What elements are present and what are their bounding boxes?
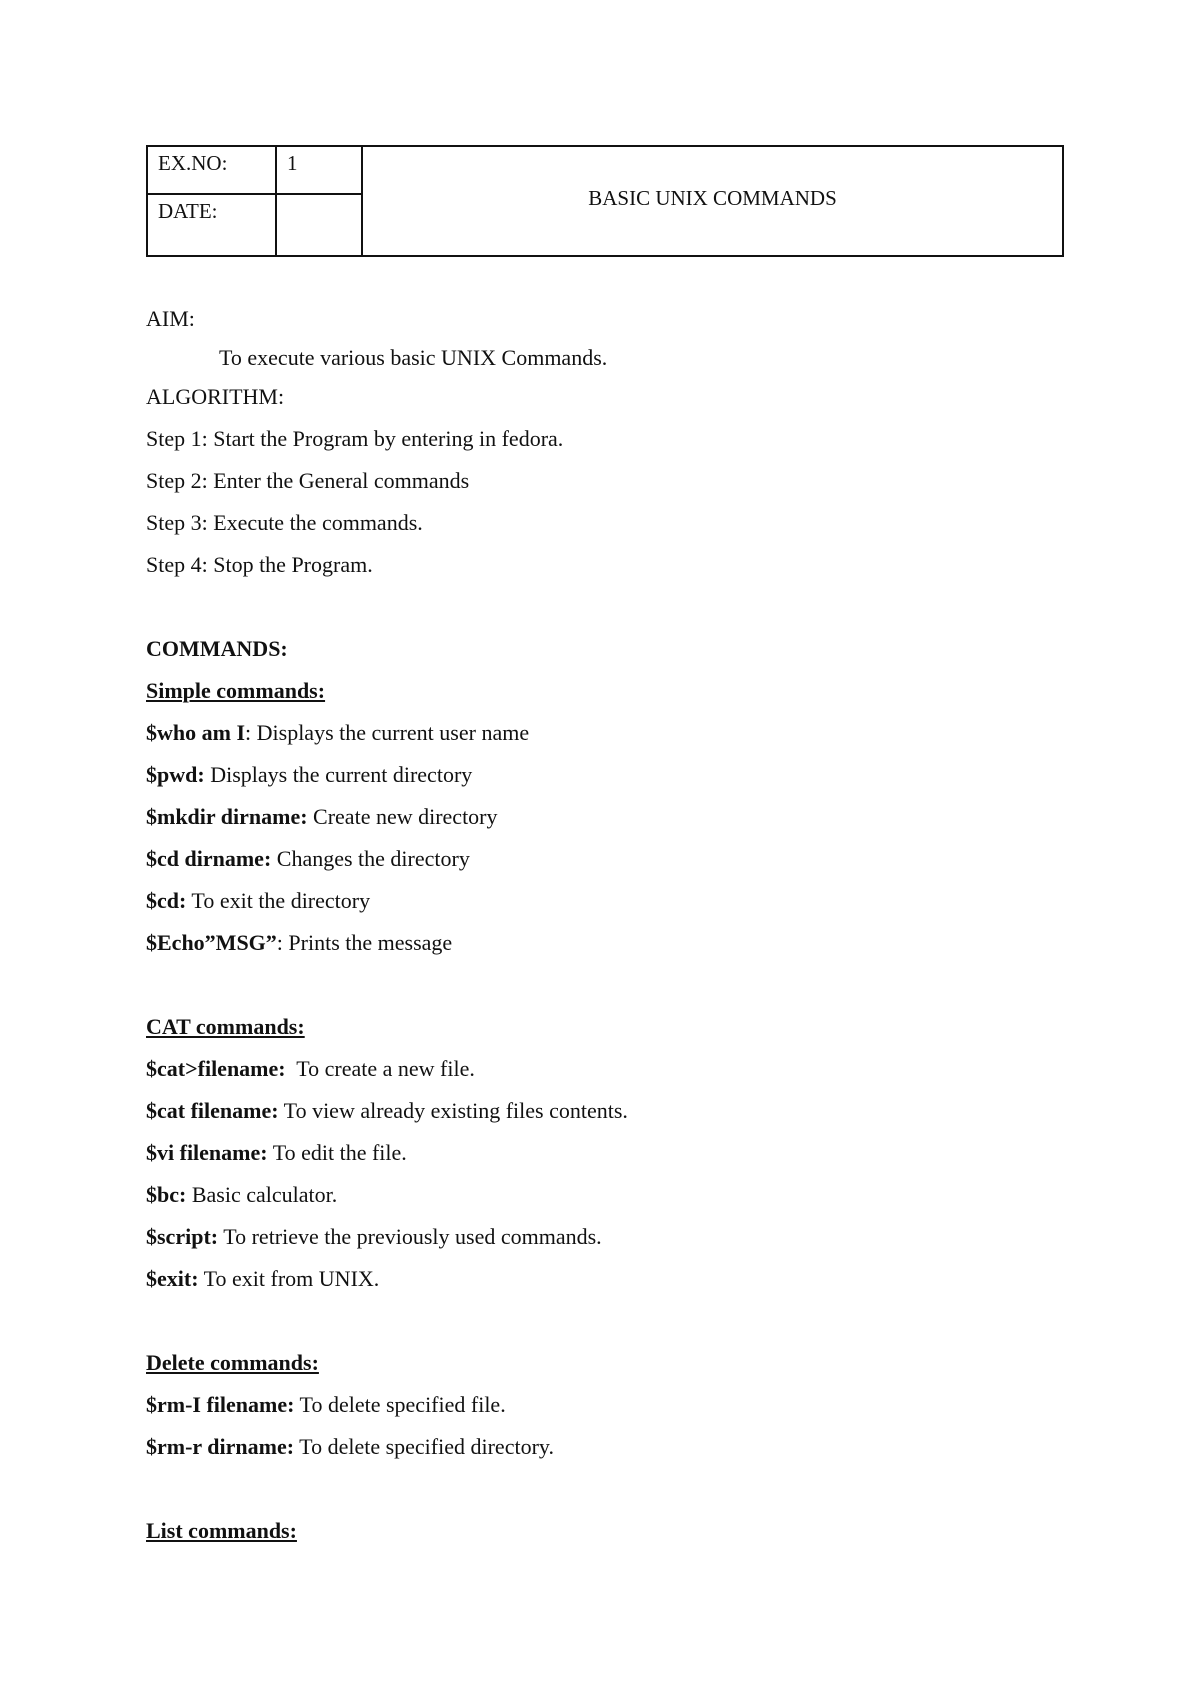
- command-item: [146, 1098, 628, 1124]
- command-description: Basic calculator.: [186, 1182, 338, 1207]
- command-description: To view already existing files contents.: [278, 1098, 628, 1123]
- command-name: $cd:: [146, 888, 187, 913]
- cat-commands-heading: CAT commands:: [146, 1014, 305, 1039]
- command-item: [146, 888, 370, 914]
- algorithm-step: Step 1: Start the Program by entering in fedora.: [146, 426, 564, 451]
- date-label: DATE:: [147, 194, 276, 256]
- command-name: $script:: [146, 1224, 219, 1249]
- command-description: To delete specified file.: [294, 1392, 506, 1417]
- simple-commands-heading: Simple commands:: [146, 678, 326, 703]
- command-item: [146, 804, 498, 830]
- algorithm-step: Step 4: Stop the Program.: [146, 552, 373, 577]
- command-description: To create a new file.: [285, 1056, 475, 1081]
- command-item: [146, 1140, 407, 1166]
- aim-heading: AIM:: [146, 306, 195, 331]
- command-description: : Prints the message: [276, 930, 453, 955]
- command-description: To retrieve the previously used commands.: [218, 1224, 602, 1249]
- command-description: : Displays the current user name: [245, 720, 530, 745]
- command-name: $Echo”MSG”: [146, 930, 277, 955]
- command-item: [146, 846, 470, 872]
- command-item: [146, 1182, 337, 1208]
- command-item: [146, 720, 529, 746]
- command-item: [146, 1434, 554, 1460]
- page-title: BASIC UNIX COMMANDS: [588, 185, 837, 210]
- header-table: [146, 145, 1064, 257]
- command-item: [146, 1224, 602, 1250]
- date-value: [276, 194, 362, 256]
- exno-label: EX.NO:: [147, 146, 276, 194]
- command-name: $exit:: [146, 1266, 199, 1291]
- command-name: $cat filename:: [146, 1098, 279, 1123]
- command-name: $vi filename:: [146, 1140, 268, 1165]
- command-name: $cat>filename:: [146, 1056, 286, 1081]
- aim-text: To execute various basic UNIX Commands.: [219, 345, 608, 370]
- delete-commands-heading: Delete commands:: [146, 1350, 319, 1375]
- command-description: Create new directory: [307, 804, 498, 829]
- command-description: Changes the directory: [271, 846, 470, 871]
- title-cell: [362, 146, 1063, 256]
- command-description: To exit from UNIX.: [198, 1266, 380, 1291]
- command-item: [146, 930, 452, 956]
- command-item: [146, 1056, 475, 1082]
- command-name: $cd dirname:: [146, 846, 272, 871]
- command-description: Displays the current directory: [204, 762, 473, 787]
- algorithm-step: Step 3: Execute the commands.: [146, 510, 423, 535]
- command-name: $pwd:: [146, 762, 205, 787]
- algorithm-step: Step 2: Enter the General commands: [146, 468, 470, 493]
- commands-heading: COMMANDS:: [146, 636, 288, 661]
- command-description: To delete specified directory.: [294, 1434, 554, 1459]
- command-name: $who am I: [146, 720, 246, 745]
- command-description: To exit the directory: [186, 888, 371, 913]
- command-item: [146, 1392, 506, 1418]
- command-item: [146, 1266, 379, 1292]
- command-name: $mkdir dirname:: [146, 804, 308, 829]
- list-commands-heading: List commands:: [146, 1518, 297, 1543]
- command-name: $rm-I filename:: [146, 1392, 295, 1417]
- command-description: To edit the file.: [267, 1140, 407, 1165]
- command-name: $rm-r dirname:: [146, 1434, 295, 1459]
- algorithm-heading: ALGORITHM:: [146, 384, 285, 409]
- command-name: $bc:: [146, 1182, 187, 1207]
- exno-value: 1: [276, 146, 362, 194]
- command-item: [146, 762, 472, 788]
